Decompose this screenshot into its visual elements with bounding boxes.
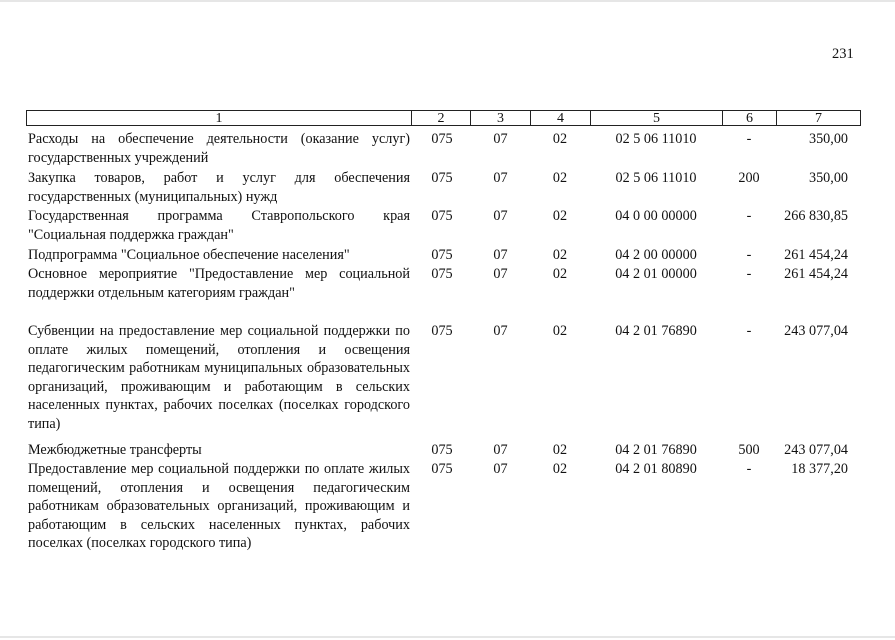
row-subsection: 02: [552, 442, 568, 458]
header-col-5: 5: [590, 110, 722, 126]
header-col-6: 6: [722, 110, 776, 126]
row-expense-type: -: [746, 247, 752, 263]
header-col-7: 7: [776, 110, 861, 126]
row-target-article: 04 2 01 80890: [615, 461, 697, 477]
row-target-article: 04 2 01 76890: [615, 442, 697, 458]
row-subsection: 02: [552, 247, 568, 263]
row-target-article: 04 0 00 00000: [615, 208, 697, 224]
row-description: Предоставление мер социальной поддержки по оплате жилых помещений, отопления и освещения педагогическим работникам образовательных организаций, проживающим и работающим в сельских населенных пунктах, рабочих поселках (поселках городского типа): [28, 461, 410, 551]
row-admin-code: 075: [431, 323, 453, 339]
row-subsection: 02: [552, 461, 568, 477]
scan-top-edge: [0, 0, 895, 2]
row-admin-code: 075: [431, 247, 453, 263]
row-section: 07: [493, 247, 508, 263]
row-expense-type: -: [746, 323, 752, 339]
row-admin-code: 075: [431, 461, 453, 477]
row-amount: 350,00: [808, 170, 848, 186]
row-amount: 261 454,24: [784, 266, 848, 282]
row-admin-code: 075: [431, 442, 453, 458]
row-amount: 243 077,04: [784, 442, 848, 458]
row-amount: 350,00: [808, 131, 848, 147]
row-section: 07: [493, 208, 508, 224]
header-col-1: 1: [26, 110, 411, 126]
row-expense-type: -: [746, 208, 752, 224]
row-description: Межбюджетные трансферты: [28, 442, 202, 458]
row-target-article: 04 2 00 00000: [615, 247, 697, 263]
row-section: 07: [493, 131, 508, 147]
page-number: 231: [832, 46, 854, 62]
scan-bottom-edge: [0, 636, 895, 638]
header-col-2: 2: [411, 110, 470, 126]
row-expense-type: 500: [738, 442, 760, 458]
row-section: 07: [493, 170, 508, 186]
row-target-article: 04 2 01 76890: [615, 323, 697, 339]
row-description: Расходы на обеспечение деятельности (оказание услуг) государственных учреждений: [28, 131, 410, 166]
row-target-article: 02 5 06 11010: [615, 170, 697, 186]
row-subsection: 02: [552, 266, 568, 282]
header-col-3: 3: [470, 110, 530, 126]
row-expense-type: -: [746, 131, 752, 147]
row-description: Закупка товаров, работ и услуг для обеспечения государственных (муниципальных) нужд: [28, 170, 410, 205]
row-amount: 266 830,85: [784, 208, 848, 224]
row-section: 07: [493, 461, 508, 477]
header-col-4: 4: [530, 110, 590, 126]
row-target-article: 04 2 01 00000: [615, 266, 697, 282]
row-section: 07: [493, 323, 508, 339]
row-section: 07: [493, 442, 508, 458]
row-expense-type: -: [746, 266, 752, 282]
row-subsection: 02: [552, 170, 568, 186]
row-description: Подпрограмма "Социальное обеспечение населения": [28, 247, 350, 263]
row-description: Основное мероприятие "Предоставление мер социальной поддержки отдельным категориям граждан": [28, 266, 410, 301]
row-section: 07: [493, 266, 508, 282]
row-expense-type: 200: [738, 170, 760, 186]
row-admin-code: 075: [431, 131, 453, 147]
row-subsection: 02: [552, 323, 568, 339]
row-admin-code: 075: [431, 208, 453, 224]
row-admin-code: 075: [431, 266, 453, 282]
row-description: Субвенции на предоставление мер социальной поддержки по оплате жилых помещений, отопления и освещения педагогическим работникам муниципальных образовательных организаций, проживающим и работающим в сельских населенных пунктах, рабочих поселках (поселках городского типа): [28, 323, 410, 432]
row-admin-code: 075: [431, 170, 453, 186]
row-expense-type: -: [746, 461, 752, 477]
row-subsection: 02: [552, 208, 568, 224]
row-subsection: 02: [552, 131, 568, 147]
row-target-article: 02 5 06 11010: [615, 131, 697, 147]
row-amount: 243 077,04: [784, 323, 848, 339]
row-amount: 18 377,20: [791, 461, 848, 477]
row-description: Государственная программа Ставропольского края "Социальная поддержка граждан": [28, 208, 410, 243]
row-amount: 261 454,24: [784, 247, 848, 263]
